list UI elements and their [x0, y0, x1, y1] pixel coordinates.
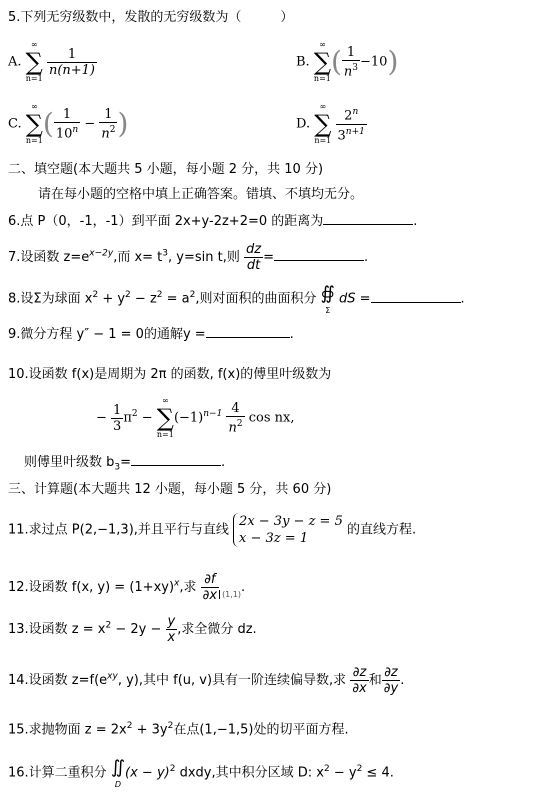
q15: 15.求抛物面 $z = 2x^2 + 3y^2$在点(1,−1,5)处的切平面方程.	[8, 721, 349, 738]
q11: 11.求过点 P(2,−1,3),并且平行与直线 2x − 3y − z = 5 x − 3z = 1 的直线方程.	[8, 514, 417, 546]
q6: 6.点 P（0，-1，-1）到平面 2x+y-2z+2=0 的距离为 .	[8, 214, 418, 229]
q10-question: 则傅里叶级数 $b_3=$ .	[24, 455, 226, 473]
q8: 8.设Σ为球面 $x^2 + y^2 - z^2 = a^2$,则对面积的曲面积分 ∯ Σ dS = .	[8, 283, 465, 315]
q5-option-a: A. ∞ ∑ n=1 $\frac{1}{n(n+1)}$	[8, 40, 96, 83]
answer-blank[interactable]	[371, 291, 461, 303]
q5-option-d: D. ∞ ∑ n=1 $\frac{2^n}{3^{n+1}}$	[296, 102, 365, 145]
answer-blank[interactable]	[274, 249, 364, 261]
q10-series: − $\frac{1}{3}$ $\pi^2$ − ∞ ∑ n=1 $(-1)^{n-1}$ $\frac{4}{n^2}$ cos nx,	[96, 396, 295, 439]
q5-stem: 5.下列无穷级数中，发散的无穷级数为（ ）	[8, 10, 294, 25]
answer-blank[interactable]	[323, 213, 413, 225]
q16: 16.计算二重积分 ∬ D $(x - y)^2$ dxdy,其中积分区域 D: $x^2 - y^2 \le 4$.	[8, 757, 394, 789]
q12: 12.设函数 f(x, $y) = (1+xy)^x$,求 $\frac{\partial f}{\partial x}$ $_{(1,1)}$.	[8, 572, 246, 603]
q9: 9.微分方程 y″ − 1 = 0的通解y = .	[8, 327, 294, 342]
q7: 7.设函数 $z=e^{x-2y}$,而 $x= t^3$, y=sin t,则 $\frac{dz}{dt}$ = .	[8, 242, 369, 273]
answer-blank[interactable]	[206, 326, 290, 338]
q14: 14.设函数 $z=f(e^{xy}$, y),其中 f(u, v)具有一阶连续偏导数,求 $\frac{\partial z}{\partial x}$ 和 $\frac{\partial z}{\partial y}$ .	[8, 665, 405, 696]
section-2-title: 二、填空题(本大题共 5 小题，每小题 2 分，共 10 分)	[8, 162, 324, 177]
section-2-instruction: 请在每小题的空格中填上正确答案。错填、不填均无分。	[38, 187, 364, 202]
q5-option-c: C. ∞ ∑ n=1 ( $\frac{1}{10^n}$ − $\frac{1}{n^2}$ )	[8, 102, 129, 145]
q5-option-b: B. ∞ ∑ n=1 ( $\frac{1}{n^3}$ −10)	[296, 40, 399, 83]
section-3-title: 三、计算题(本大题共 12 小题，每小题 5 分，共 60 分)	[8, 482, 332, 497]
q10-stem: 10.设函数 f(x)是周期为 2π 的函数, f(x)的傅里叶级数为	[8, 367, 332, 382]
q13: 13.设函数 $z = x^2 - 2y$ − $\frac{y}{x}$ ,求全微分 dz.	[8, 614, 257, 645]
answer-blank[interactable]	[131, 454, 221, 466]
